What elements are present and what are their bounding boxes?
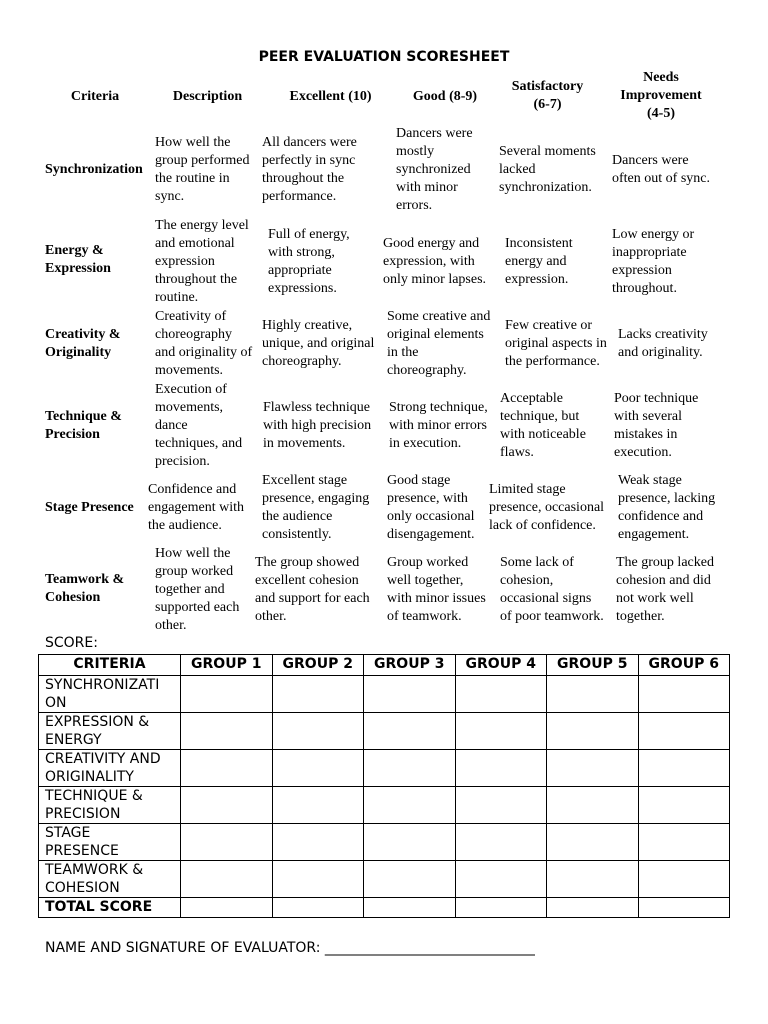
score-row-label: TEAMWORK & COHESION [39, 861, 181, 898]
score-cell[interactable] [181, 676, 273, 713]
satisfactory-creativity-originality: Few creative or original aspects in the performance. [505, 318, 607, 369]
rubric-header-good: Good (8-9) [412, 89, 478, 104]
score-cell[interactable] [455, 713, 547, 750]
criteria-stage-presence: Stage Presence [45, 500, 134, 515]
excellent-technique-precision: Flawless technique with high precision in movements. [263, 400, 372, 451]
needs-improvement-technique-precision: Poor technique with several mistakes in execution. [614, 391, 699, 460]
score-cell[interactable] [181, 898, 273, 918]
score-row-label: STAGE PRESENCE [39, 824, 181, 861]
score-cell[interactable] [181, 824, 273, 861]
rubric-header-criteria: Criteria [70, 89, 120, 104]
score-row-label: TECHNIQUE & PRECISION [39, 787, 181, 824]
score-cell[interactable] [638, 861, 730, 898]
criteria-energy-expression: Energy & Expression [45, 243, 111, 276]
satisfactory-synchronization: Several moments lacked synchronization. [499, 144, 596, 195]
score-cell[interactable] [181, 861, 273, 898]
needs-improvement-teamwork-cohesion: The group lacked cohesion and did not work well together. [616, 555, 714, 624]
good-teamwork-cohesion: Group worked well together, with minor issues of teamwork. [387, 555, 486, 624]
score-row-total [39, 898, 730, 918]
score-cell[interactable] [364, 750, 456, 787]
description-stage-presence: Confidence and engagement with the audience. [148, 482, 245, 533]
score-cell[interactable] [547, 824, 639, 861]
score-table [38, 654, 730, 918]
score-cell[interactable] [638, 824, 730, 861]
score-header-group-4: GROUP 4 [455, 655, 547, 676]
score-header-group-1: GROUP 1 [181, 655, 273, 676]
score-cell[interactable] [364, 676, 456, 713]
score-row-creativity-originality [39, 750, 730, 787]
description-synchronization: How well the group performed the routine in sync. [155, 135, 250, 204]
score-cell[interactable] [638, 713, 730, 750]
score-header-criteria: CRITERIA [39, 655, 181, 676]
score-cell[interactable] [272, 787, 364, 824]
description-technique-precision: Execution of movements, dance techniques, and precision. [155, 382, 243, 469]
score-cell[interactable] [638, 787, 730, 824]
score-cell[interactable] [455, 750, 547, 787]
score-cell[interactable] [638, 676, 730, 713]
score-cell[interactable] [638, 898, 730, 918]
score-cell[interactable] [638, 750, 730, 787]
needs-improvement-creativity-originality: Lacks creativity and originality. [618, 327, 708, 360]
score-cell[interactable] [364, 824, 456, 861]
score-cell[interactable] [547, 861, 639, 898]
score-header-group-3: GROUP 3 [364, 655, 456, 676]
description-teamwork-cohesion: How well the group worked together and supported each other. [155, 546, 240, 633]
score-cell[interactable] [547, 713, 639, 750]
criteria-technique-precision: Technique & Precision [45, 409, 122, 442]
needs-improvement-synchronization: Dancers were often out of sync. [612, 153, 710, 186]
score-label: SCORE: [45, 635, 98, 651]
score-header-group-6: GROUP 6 [638, 655, 730, 676]
rubric-header-excellent: Excellent (10) [289, 89, 372, 104]
good-technique-precision: Strong technique, with minor errors in execution. [389, 400, 488, 451]
excellent-energy-expression: Full of energy, with strong, appropriate expressions. [268, 227, 350, 296]
description-energy-expression: The energy level and emotional expression throughout the routine. [155, 218, 249, 305]
description-creativity-originality: Creativity of choreography and originality of movements. [155, 309, 253, 378]
satisfactory-energy-expression: Inconsistent energy and expression. [505, 236, 573, 287]
score-cell[interactable] [364, 787, 456, 824]
excellent-synchronization: All dancers were perfectly in sync throughout the performance. [262, 135, 357, 204]
score-row-teamwork-cohesion [39, 861, 730, 898]
score-cell[interactable] [181, 750, 273, 787]
rubric-header-description: Description [172, 89, 243, 104]
page-title: PEER EVALUATION SCORESHEET [258, 49, 510, 65]
score-cell[interactable] [272, 824, 364, 861]
score-header-group-5: GROUP 5 [547, 655, 639, 676]
score-cell[interactable] [547, 787, 639, 824]
score-row-expression-energy [39, 713, 730, 750]
score-cell[interactable] [547, 750, 639, 787]
score-row-label: CREATIVITY AND ORIGINALITY [39, 750, 181, 787]
score-cell[interactable] [272, 898, 364, 918]
score-cell[interactable] [364, 898, 456, 918]
excellent-creativity-originality: Highly creative, unique, and original choreography. [262, 318, 375, 369]
needs-improvement-energy-expression: Low energy or inappropriate expression throughout. [612, 227, 695, 296]
score-row-stage-presence [39, 824, 730, 861]
score-cell[interactable] [364, 713, 456, 750]
satisfactory-technique-precision: Acceptable technique, but with noticeable flaws. [500, 391, 586, 460]
evaluator-signature-line: NAME AND SIGNATURE OF EVALUATOR: ______________________________ [45, 940, 535, 956]
score-cell[interactable] [455, 861, 547, 898]
criteria-creativity-originality: Creativity & Originality [45, 327, 121, 360]
satisfactory-teamwork-cohesion: Some lack of cohesion, occasional signs of poor teamwork. [500, 555, 604, 624]
score-cell[interactable] [272, 861, 364, 898]
good-creativity-originality: Some creative and original elements in the choreography. [387, 309, 491, 378]
score-cell[interactable] [455, 787, 547, 824]
excellent-teamwork-cohesion: The group showed excellent cohesion and support for each other. [255, 555, 370, 624]
score-cell[interactable] [455, 824, 547, 861]
good-synchronization: Dancers were mostly synchronized with minor errors. [396, 126, 473, 213]
score-row-label: EXPRESSION & ENERGY [39, 713, 181, 750]
criteria-teamwork-cohesion: Teamwork & Cohesion [45, 572, 125, 605]
score-cell[interactable] [455, 676, 547, 713]
satisfactory-stage-presence: Limited stage presence, occasional lack of confidence. [489, 482, 605, 533]
needs-improvement-stage-presence: Weak stage presence, lacking confidence and engagement. [618, 473, 716, 542]
score-cell[interactable] [547, 898, 639, 918]
rubric-header-needs-improvement: Needs Improvement (4-5) [620, 70, 702, 121]
score-row-label: SYNCHRONIZATI ON [39, 676, 181, 713]
score-cell[interactable] [455, 898, 547, 918]
score-row-total-label: TOTAL SCORE [39, 898, 181, 918]
score-cell[interactable] [272, 713, 364, 750]
score-header-row [39, 655, 730, 676]
good-stage-presence: Good stage presence, with only occasional disengagement. [387, 473, 475, 542]
score-row-synchronization [39, 676, 730, 713]
score-cell[interactable] [181, 787, 273, 824]
excellent-stage-presence: Excellent stage presence, engaging the audience consistently. [262, 473, 370, 542]
score-header-group-2: GROUP 2 [272, 655, 364, 676]
good-energy-expression: Good energy and expression, with only minor lapses. [383, 236, 487, 287]
score-cell[interactable] [364, 861, 456, 898]
score-cell[interactable] [272, 676, 364, 713]
score-cell[interactable] [272, 750, 364, 787]
score-cell[interactable] [181, 713, 273, 750]
rubric-header-satisfactory: Satisfactory (6-7) [511, 79, 584, 112]
score-cell[interactable] [547, 676, 639, 713]
score-row-technique-precision [39, 787, 730, 824]
criteria-synchronization: Synchronization [45, 162, 143, 177]
